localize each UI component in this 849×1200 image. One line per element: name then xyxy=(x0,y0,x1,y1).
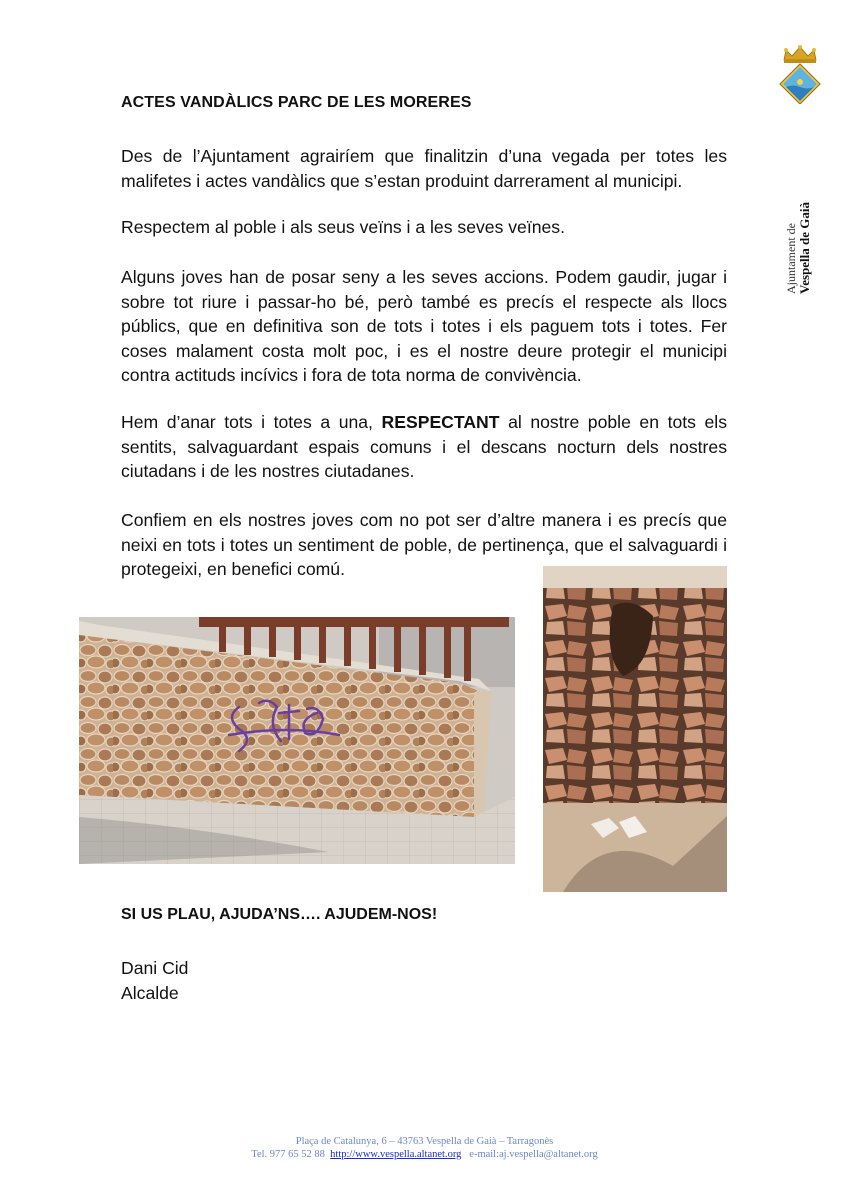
header-line-2: Vespella de Gaià xyxy=(797,202,812,294)
paragraph-4-end: al nostre poble en tots els sentits, salvaguardant espais comuns i el descans nocturn dels nostres ciutadans i de les nostres ciutadanes. xyxy=(121,412,727,482)
paragraph-4-start: Hem d’anar tots i totes a una, xyxy=(121,412,373,432)
document-title: ACTES VANDÀLICS PARC DE LES MORERES xyxy=(121,94,472,111)
coat-of-arms-icon xyxy=(776,44,824,104)
footer-email: e-mail:aj.vespella@altanet.org xyxy=(469,1149,598,1160)
paragraph-4 xyxy=(121,410,727,484)
paragraph-3: Alguns joves han de posar seny a les seves accions. Podem gaudir, jugar i sobre tot riure i passar-ho bé, però també es precís el respecte als llocs públics, que en definitiva son de tots i totes i els paguem tots i totes. Fer coses malament costa molt poc, i es el nostre deure protegir el municipi contra actituds incívics i fora de tota norma de convivència. xyxy=(121,267,727,386)
damaged-wall-photo xyxy=(543,566,727,892)
paragraph-2: Respectem al poble i als seus veïns i a les seves veïnes. xyxy=(121,217,565,237)
website-link[interactable]: http://www.vespella.altanet.org xyxy=(330,1149,462,1160)
closing-appeal: SI US PLAU, AJUDA’NS…. AJUDEM-NOS! xyxy=(121,906,438,923)
header-line-1: Ajuntament de xyxy=(784,223,798,294)
paragraph-5: Confiem en els nostres joves com no pot ser d’altre manera i es precís que neixi en tots i totes un sentiment de poble, de pertinença, que el salvaguardi i protegeixi, en benefici comú. xyxy=(121,510,727,580)
footer-phone: Tel. 977 65 52 88 xyxy=(251,1149,325,1160)
signature-name: Dani Cid xyxy=(121,958,189,978)
graffiti-wall-photo xyxy=(79,617,515,864)
footer-contact xyxy=(0,1148,849,1161)
vertical-header xyxy=(784,174,812,294)
paragraph-1: Des de l’Ajuntament agrairíem que finalitzin d’una vegada per totes les malifetes i actes vandàlics que s’estan produint darrerament al municipi. xyxy=(121,146,727,191)
paragraph-4-emphasis: RESPECTANT xyxy=(381,412,500,432)
signature-role: Alcalde xyxy=(121,983,179,1003)
footer-address: Plaça de Catalunya, 6 – 43763 Vespella de Gaià – Tarragonès xyxy=(295,1136,554,1147)
